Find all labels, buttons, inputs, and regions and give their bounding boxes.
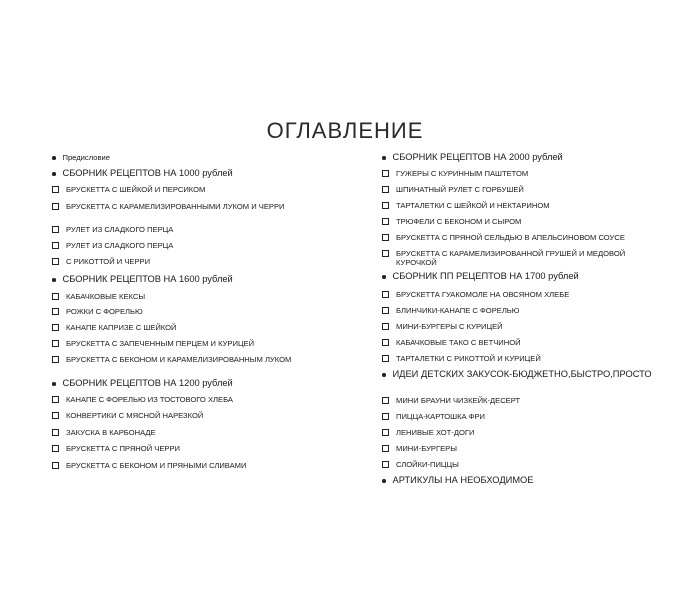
checkbox-icon	[382, 413, 389, 420]
toc-item-text: ТАРТАЛЕТКИ С ШЕЙКОЙ И НЕКТАРИНОМ	[396, 201, 550, 210]
toc-entry	[382, 444, 652, 453]
toc-section	[382, 476, 652, 485]
toc-entry	[52, 307, 302, 316]
toc-entry	[382, 412, 652, 421]
toc-item-text: БРУСКЕТТА С ПРЯНОЙ СЕЛЬДЬЮ В АПЕЛЬСИНОВОМ СОУСЕ	[396, 233, 625, 242]
checkbox-icon	[382, 397, 389, 404]
page-title: ОГЛАВЛЕНИЕ	[266, 118, 424, 143]
bullet-icon	[382, 156, 386, 160]
toc-section	[382, 370, 652, 379]
checkbox-icon	[382, 339, 389, 346]
toc-item-text: СБОРНИК ПП РЕЦЕПТОВ НА 1700 рублей	[392, 271, 579, 281]
toc-item-text: БРУСКЕТТА С ПРЯНОЙ ЧЕРРИ	[66, 444, 180, 453]
toc-item-text: РУЛЕТ ИЗ СЛАДКОГО ПЕРЦА	[66, 241, 174, 250]
toc-item-text: КАНАПЕ КАПРИЗЕ С ШЕЙКОЙ	[66, 323, 177, 332]
checkbox-icon	[52, 445, 59, 452]
toc-item-text: ГУЖЕРЫ С КУРИННЫМ ПАШТЕТОМ	[396, 169, 529, 178]
checkbox-icon	[382, 218, 389, 225]
toc-item-text: КАБАЧКОВЫЕ КЕКСЫ	[66, 292, 146, 301]
toc-entry	[382, 217, 652, 226]
toc-entry	[382, 354, 652, 363]
checkbox-icon	[52, 324, 59, 331]
bullet-icon	[52, 278, 56, 282]
toc-entry	[52, 257, 302, 266]
toc-entry	[52, 411, 302, 420]
toc-entry	[382, 290, 652, 299]
checkbox-icon	[52, 462, 59, 469]
checkbox-icon	[52, 356, 59, 363]
toc-entry	[52, 185, 302, 194]
toc-item-text: БРУСКЕТТА С ЗАПЕЧЕННЫМ ПЕРЦЕМ И КУРИЦЕЙ	[66, 339, 255, 348]
toc-section	[382, 272, 652, 281]
toc-item-text: БЛИНЧИКИ-КАНАПЕ С ФОРЕЛЬЮ	[396, 306, 520, 315]
toc-item-text: КАБАЧКОВЫЕ ТАКО С ВЕТЧИНОЙ	[396, 338, 521, 347]
toc-item-text: КОНВЕРТИКИ С МЯСНОЙ НАРЕЗКОЙ	[66, 411, 204, 420]
checkbox-icon	[382, 291, 389, 298]
checkbox-icon	[382, 429, 389, 436]
checkbox-icon	[382, 170, 389, 177]
checkbox-icon	[382, 202, 389, 209]
toc-entry	[382, 169, 652, 178]
checkbox-icon	[52, 258, 59, 265]
toc-item-text: ЗАКУСКА В КАРБОНАДЕ	[66, 428, 156, 437]
toc-item-text: БРУСКЕТТА С КАРАМЕЛИЗИРОВАННОЙ ГРУШЕЙ И МЕДОВОЙ КУРОЧКОЙ	[396, 249, 626, 267]
toc-entry	[382, 233, 652, 242]
checkbox-icon	[382, 323, 389, 330]
toc-item-text: СБОРНИК РЕЦЕПТОВ НА 1000 рублей	[62, 168, 233, 178]
toc-entry	[382, 322, 652, 331]
bullet-icon	[382, 479, 386, 483]
toc-item-text: С РИКОТТОЙ И ЧЕРРИ	[66, 257, 151, 266]
checkbox-icon	[52, 242, 59, 249]
toc-entry	[52, 323, 302, 332]
toc-item-text: СБОРНИК РЕЦЕПТОВ НА 1600 рублей	[62, 274, 233, 284]
toc-item-text: РУЛЕТ ИЗ СЛАДКОГО ПЕРЦА	[66, 225, 174, 234]
toc-entry	[52, 339, 302, 348]
checkbox-icon	[52, 186, 59, 193]
toc-section	[52, 379, 302, 388]
toc-item-text: МИНИ-БУРГЕРЫ С КУРИЦЕЙ	[396, 322, 503, 331]
toc-entry	[52, 461, 302, 470]
bullet-icon	[382, 275, 386, 279]
toc-entry	[382, 338, 652, 347]
checkbox-icon	[52, 340, 59, 347]
checkbox-icon	[52, 293, 59, 300]
checkbox-icon	[382, 355, 389, 362]
toc-entry	[382, 249, 652, 267]
toc-entry	[52, 241, 302, 250]
toc-entry	[382, 428, 652, 437]
toc-entry	[382, 396, 652, 405]
toc-item-text: Предисловие	[62, 153, 110, 162]
checkbox-icon	[382, 234, 389, 241]
checkbox-icon	[52, 429, 59, 436]
toc-item-text: МИНИ БРАУНИ ЧИЗКЕЙК-ДЕСЕРТ	[396, 396, 521, 405]
toc-item-text: МИНИ-БУРГЕРЫ	[396, 444, 457, 453]
toc-item-text: БРУСКЕТТА С КАРАМЕЛИЗИРОВАННЫМИ ЛУКОМ И ЧЕРРИ	[66, 202, 285, 211]
toc-entry	[52, 202, 302, 211]
toc-entry	[52, 292, 302, 301]
toc-item-text: ИДЕИ ДЕТСКИХ ЗАКУСОК-БЮДЖЕТНО,БЫСТРО,ПРОСТО	[392, 369, 652, 379]
toc-item-text: ШПИНАТНЫЙ РУЛЕТ С ГОРБУШЕЙ	[396, 185, 524, 194]
checkbox-icon	[382, 307, 389, 314]
bullet-icon	[382, 373, 386, 377]
checkbox-icon	[52, 203, 59, 210]
toc-section	[382, 153, 652, 162]
bullet-icon	[52, 156, 56, 160]
toc-item-text: БРУСКЕТТА С ШЕЙКОЙ И ПЕРСИКОМ	[66, 185, 206, 194]
toc-entry	[382, 306, 652, 315]
toc-section	[52, 275, 302, 284]
toc-item-text: ПИЦЦА-КАРТОШКА ФРИ	[396, 412, 486, 421]
toc-entry	[52, 355, 302, 364]
toc-item-text: АРТИКУЛЫ НА НЕОБХОДИМОЕ	[392, 475, 534, 485]
checkbox-icon	[382, 461, 389, 468]
toc-entry	[52, 225, 302, 234]
toc-entry	[52, 444, 302, 453]
toc-entry	[382, 185, 652, 194]
bullet-icon	[52, 382, 56, 386]
toc-section	[52, 169, 302, 178]
toc-item-text: СЛОЙКИ-ПИЦЦЫ	[396, 460, 459, 469]
toc-item-text: ТРЮФЕЛИ С БЕКОНОМ И СЫРОМ	[396, 217, 522, 226]
checkbox-icon	[52, 226, 59, 233]
toc-item-text: БРУСКЕТТА ГУАКОМОЛЕ НА ОВСЯНОМ ХЛЕБЕ	[396, 290, 570, 299]
toc-item-text: БРУСКЕТТА С БЕКОНОМ И ПРЯНЫМИ СЛИВАМИ	[66, 461, 247, 470]
toc-entry	[52, 153, 302, 162]
toc-entry	[52, 428, 302, 437]
toc-item-text: КАНАПЕ С ФОРЕЛЬЮ ИЗ ТОСТОВОГО ХЛЕБА	[66, 395, 233, 404]
toc-item-text: ТАРТАЛЕТКИ С РИКОТТОЙ И КУРИЦЕЙ	[396, 354, 541, 363]
checkbox-icon	[52, 308, 59, 315]
checkbox-icon	[52, 396, 59, 403]
checkbox-icon	[382, 445, 389, 452]
checkbox-icon	[382, 250, 389, 257]
toc-item-text: РОЖКИ С ФОРЕЛЬЮ	[66, 307, 143, 316]
toc-item-text: СБОРНИК РЕЦЕПТОВ НА 1200 рублей	[62, 378, 233, 388]
checkbox-icon	[52, 412, 59, 419]
toc-item-text: СБОРНИК РЕЦЕПТОВ НА 2000 рублей	[392, 152, 563, 162]
toc-item-text: ЛЕНИВЫЕ ХОТ-ДОГИ	[396, 428, 475, 437]
checkbox-icon	[382, 186, 389, 193]
toc-entry	[382, 460, 652, 469]
bullet-icon	[52, 172, 56, 176]
toc-entry	[52, 395, 302, 404]
toc-entry	[382, 201, 652, 210]
toc-item-text: БРУСКЕТТА С БЕКОНОМ И КАРАМЕЛИЗИРОВАННЫМ ЛУКОМ	[66, 355, 292, 364]
